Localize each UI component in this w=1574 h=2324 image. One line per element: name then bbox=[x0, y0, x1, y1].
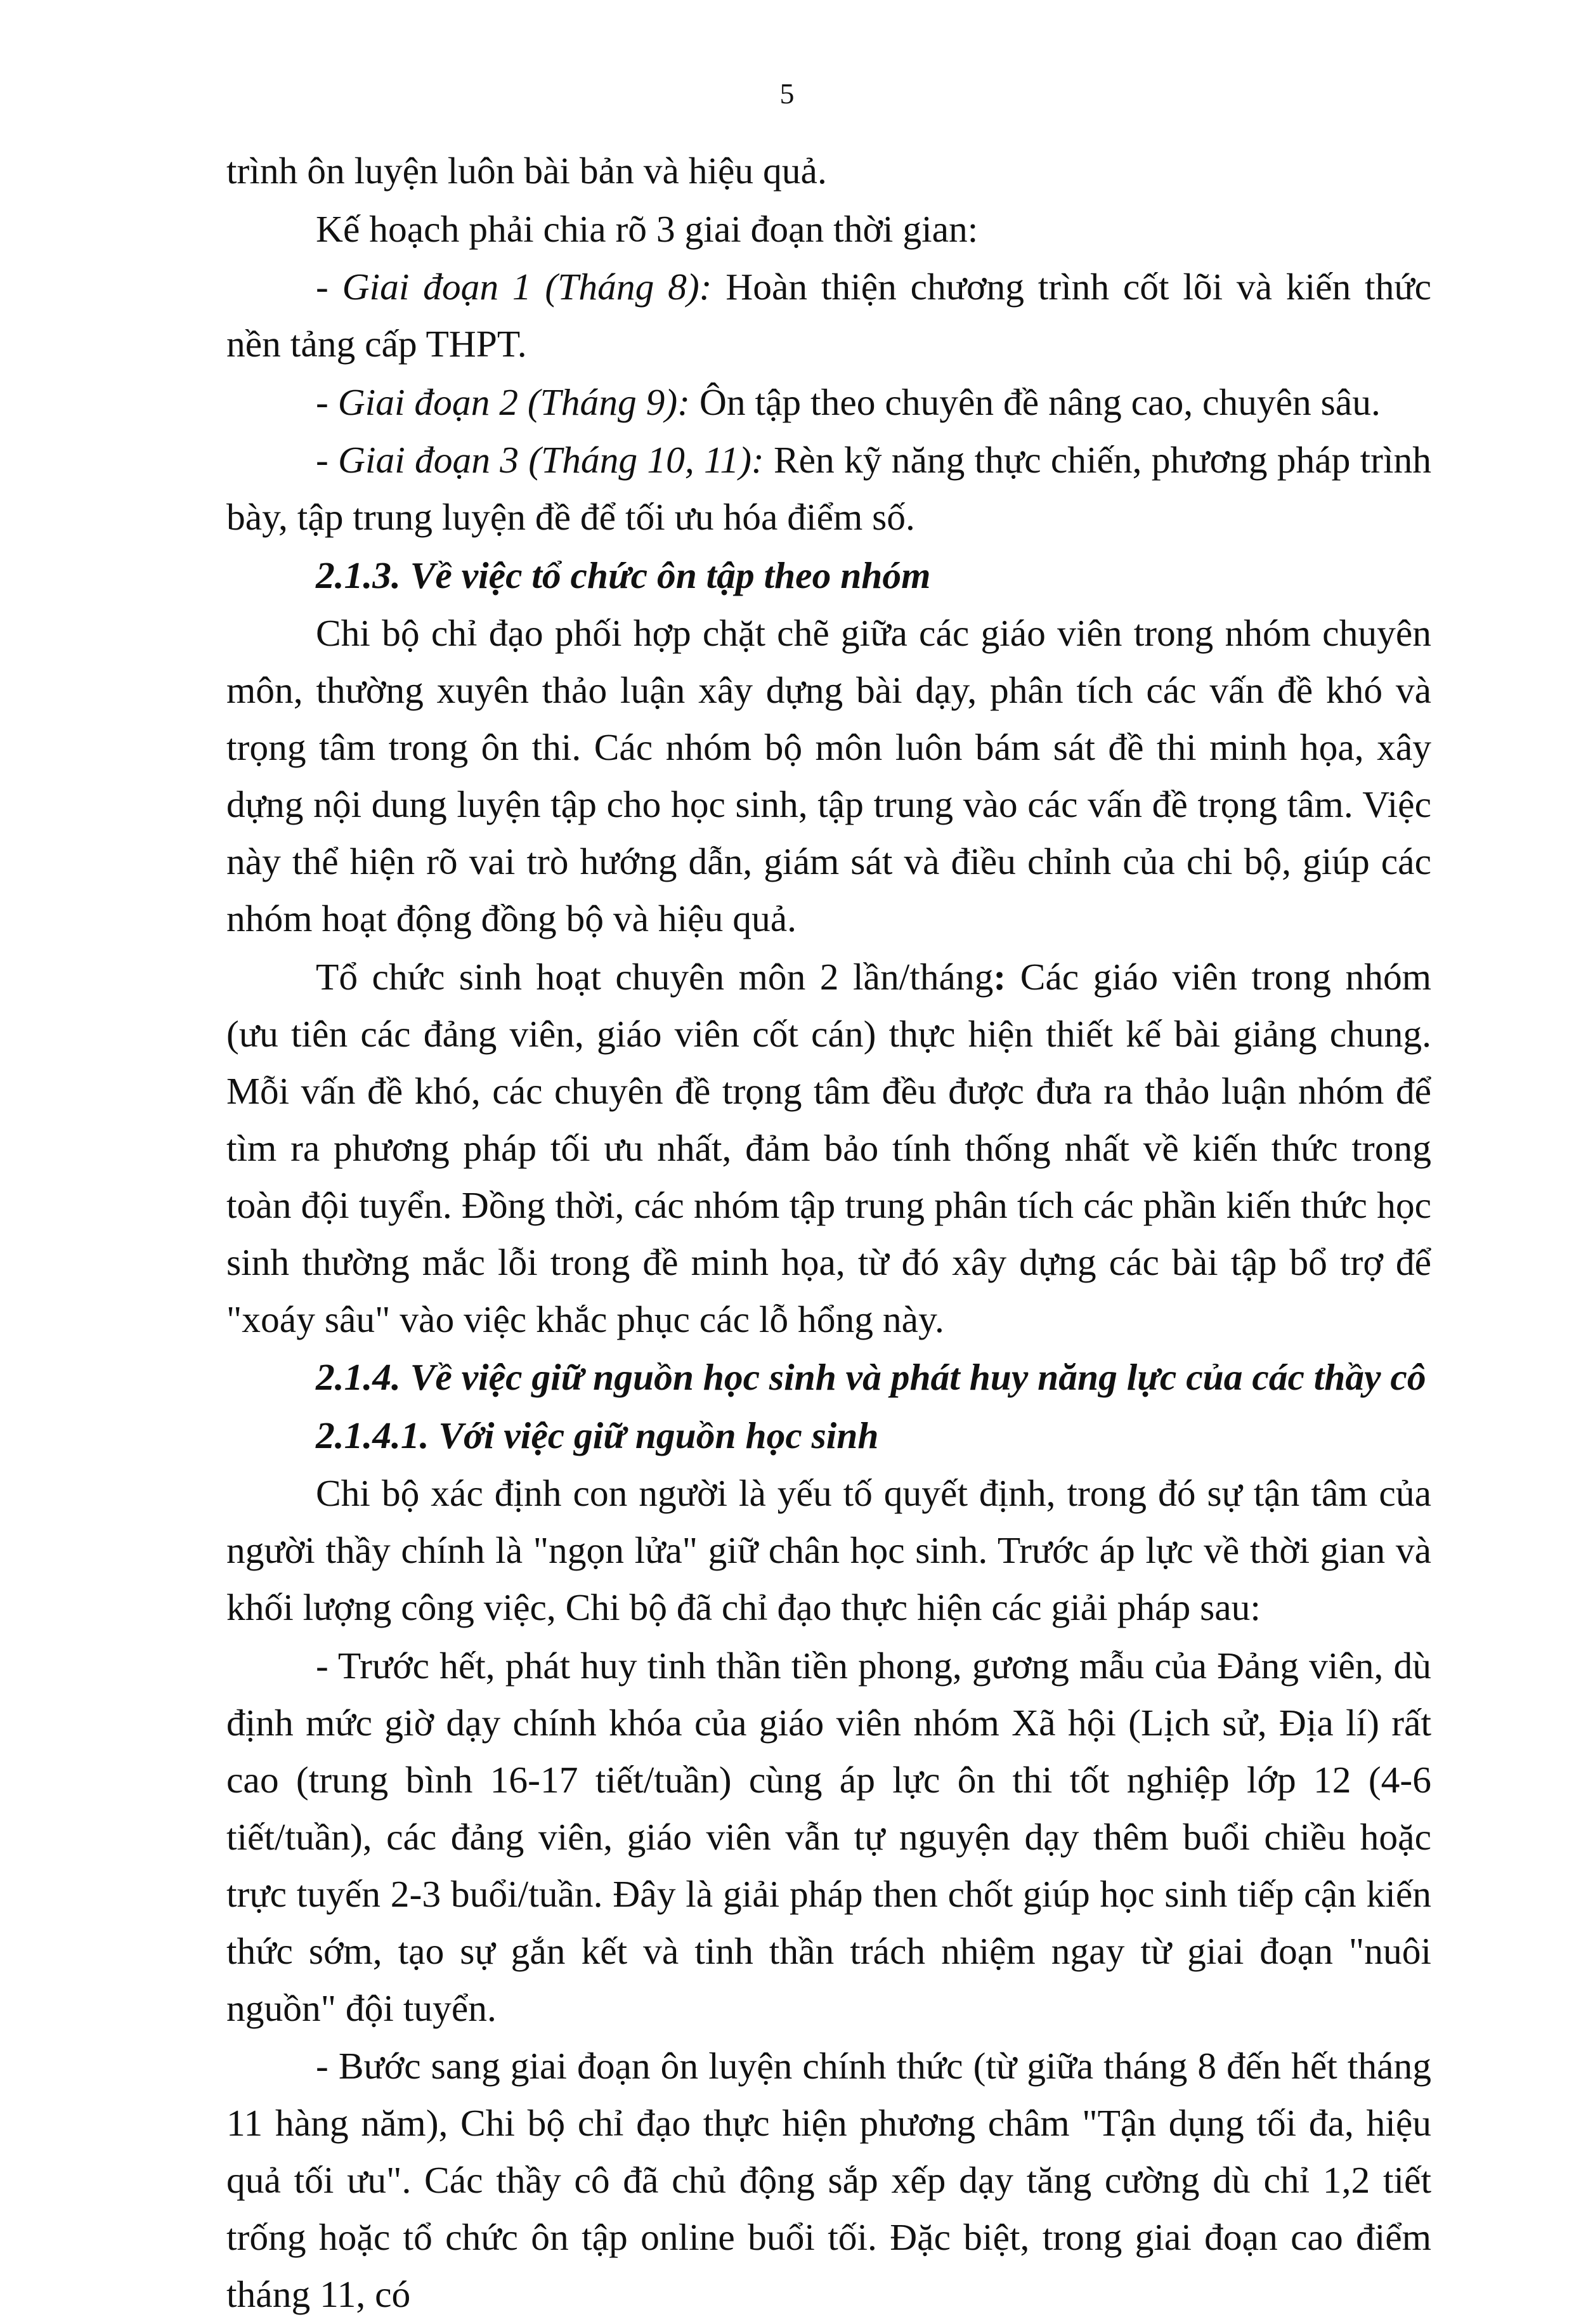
phase-3-text: Rèn kỹ năng thực chiến, phương pháp trình bày, tập trung luyện đề để tối ưu hóa điểm số. bbox=[226, 439, 1431, 538]
phase-1-text: Hoàn thiện chương trình cốt lõi và kiến thức nền tảng cấp THPT. bbox=[226, 266, 1431, 365]
paragraph-professional-meetings bbox=[226, 948, 1431, 1348]
meetings-colon: : bbox=[993, 955, 1006, 998]
phase-2-label: - Giai đoạn 2 (Tháng 9): bbox=[316, 381, 691, 423]
phase-3-label: - Giai đoạn 3 (Tháng 10, 11): bbox=[316, 439, 764, 481]
paragraph-group-coordination: Chi bộ chỉ đạo phối hợp chặt chẽ giữa các giáo viên trong nhóm chuyên môn, thường xuyên thảo luận xây dựng bài dạy, phân tích các vấn đề khó và trọng tâm trong ôn thi. Các nhóm bộ môn luôn bám sát đề thi minh họa, xây dựng nội dung luyện tập cho học sinh, tập trung vào các vấn đề trọng tâm. Việc này thể hiện rõ vai trò hướng dẫn, giám sát và điều chỉnh của chi bộ, giúp các nhóm hoạt động đồng bộ và hiệu quả. bbox=[226, 612, 1431, 939]
paragraph-official-training: - Bước sang giai đoạn ôn luyện chính thức (từ giữa tháng 8 đến hết tháng 11 hàng năm), Chi bộ chỉ đạo thực hiện phương châm "Tận dụng tối đa, hiệu quả tối ưu". Các thầy cô đã chủ động sắp xếp dạy tăng cường dù chỉ 1,2 tiết trống hoặc tổ chức ôn tập online buổi tối. Đặc biệt, trong giai đoạn cao điểm tháng 11, có bbox=[226, 2045, 1431, 2315]
phase-2-text: Ôn tập theo chuyên đề nâng cao, chuyên sâu. bbox=[690, 381, 1381, 423]
paragraph-plan-intro: Kế hoạch phải chia rõ 3 giai đoạn thời gian: bbox=[316, 207, 979, 250]
paragraph-phase-2 bbox=[226, 374, 1431, 431]
paragraph-people-decisive: Chi bộ xác định con người là yếu tố quyết định, trong đó sự tận tâm của người thầy chính là "ngọn lửa" giữ chân học sinh. Trước áp lực về thời gian và khối lượng công việc, Chi bộ đã chỉ đạo thực hiện các giải pháp sau: bbox=[226, 1472, 1431, 1628]
paragraph-phase-1 bbox=[226, 258, 1431, 372]
heading-2-1-4: 2.1.4. Về việc giữ nguồn học sinh và phát huy năng lực của các thầy cô bbox=[316, 1356, 1426, 1398]
paragraph-phase-3 bbox=[226, 431, 1431, 545]
phase-1-label: - Giai đoạn 1 (Tháng 8): bbox=[316, 266, 712, 308]
heading-2-1-3: 2.1.3. Về việc tổ chức ôn tập theo nhóm bbox=[316, 554, 931, 596]
heading-2-1-4-1: 2.1.4.1. Với việc giữ nguồn học sinh bbox=[316, 1414, 879, 1456]
paragraph-pioneering-spirit: - Trước hết, phát huy tinh thần tiền phong, gương mẫu của Đảng viên, dù định mức giờ dạy chính khóa của giáo viên nhóm Xã hội (Lịch sử, Địa lí) rất cao (trung bình 16-17 tiết/tuần) cùng áp lực ôn thi tốt nghiệp lớp 12 (4-6 tiết/tuần), các đảng viên, giáo viên vẫn tự nguyện dạy thêm buổi chiều hoặc trực tuyến 2-3 buổi/tuần. Đây là giải pháp then chốt giúp học sinh tiếp cận kiến thức sớm, tạo sự gắn kết và tinh thần trách nhiệm ngay từ giai đoạn "nuôi nguồn" đội tuyển. bbox=[226, 1644, 1431, 2029]
page-number: 5 bbox=[779, 77, 795, 110]
document-body bbox=[226, 142, 1431, 2324]
meetings-lead: Tổ chức sinh hoạt chuyên môn 2 lần/tháng bbox=[316, 955, 994, 998]
paragraph-continuation: trình ôn luyện luôn bài bản và hiệu quả. bbox=[226, 150, 827, 192]
meetings-text: Các giáo viên trong nhóm (ưu tiên các đảng viên, giáo viên cốt cán) thực hiện thiết kế bài giảng chung. Mỗi vấn đề khó, các chuyên đề trọng tâm đều được đưa ra thảo luận nhóm để tìm ra phương pháp tối ưu nhất, đảm bảo tính thống nhất về kiến thức trong toàn đội tuyển. Đồng thời, các nhóm tập trung phân tích các phần kiến thức học sinh thường mắc lỗi trong đề minh họa, từ đó xây dựng các bài tập bổ trợ để "xoáy sâu" vào việc khắc phục các lỗ hổng này. bbox=[226, 955, 1431, 1340]
